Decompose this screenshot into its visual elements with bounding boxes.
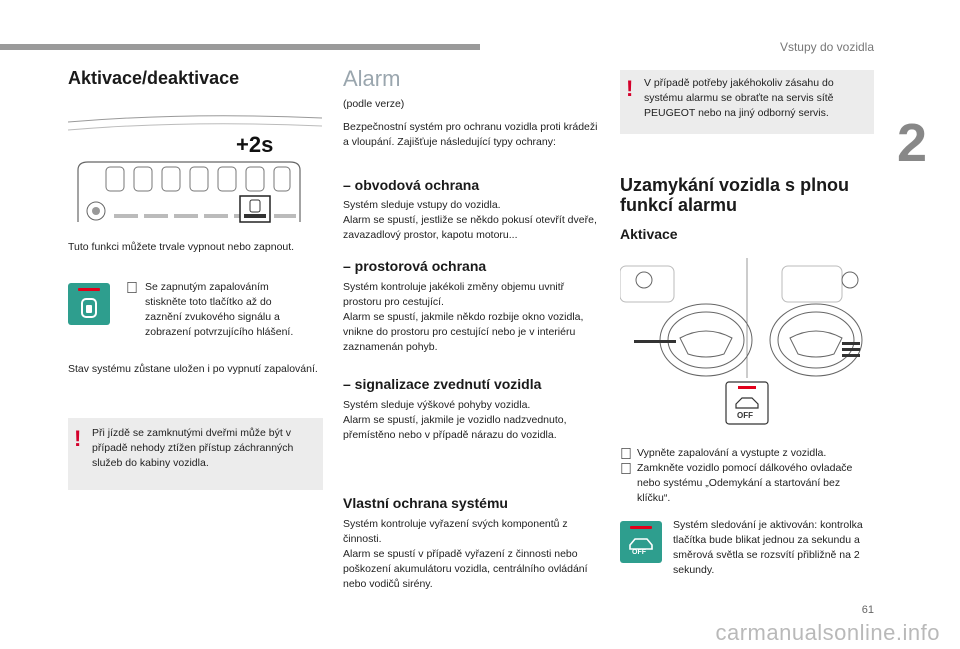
warning-box-left (68, 418, 323, 490)
self-protection-text (343, 517, 601, 592)
watermark: carmanualsonline.info (715, 620, 940, 645)
step-1 (637, 446, 867, 461)
heading-perimeter: – obvodová ochrana (343, 177, 480, 193)
subtitle-activation: Aktivace (620, 226, 678, 242)
heading-tilt: – signalizace zvednutí vozidla (343, 376, 542, 392)
page-number: 61 (861, 604, 874, 616)
section-title-activation: Aktivace/deaktivace (68, 68, 240, 88)
icon-off-label: OFF (632, 549, 646, 556)
status-paragraph: Systém sledování je aktivován: kontrolka tlačítka bude blikat jednou za sekundu a směrová světla se rozsvítí přibližně na 2 sekundy. (673, 519, 863, 576)
lock-icon (68, 283, 110, 325)
step-2 (637, 461, 867, 506)
volumetric-line-1: Systém kontroluje jakékoli změny objemu uvnitř prostoru pro cestující. (343, 281, 565, 308)
bullet-instruction (145, 280, 295, 340)
variant-note: (podle verze) (343, 98, 405, 110)
self-protection-line-1: Systém kontroluje vyřazení svých komponentů z činnosti. (343, 518, 568, 545)
button-panel-figure (68, 110, 322, 232)
bullet-glyph (126, 280, 134, 298)
warning-icon: ! (74, 426, 82, 451)
bullet-text: Se zapnutým zapalováním stiskněte toto tlačítko až do zaznění zvukového signálu a zobrazení potvrzujícího hlášení. (145, 281, 294, 338)
header-rule (0, 44, 480, 50)
heading-self-protection: Vlastní ochrana systému (343, 495, 508, 511)
warning-box-right (620, 70, 874, 134)
tilt-line-1: Systém sleduje výškové pohyby vozidla. (343, 399, 531, 411)
alarm-title: Alarm (343, 66, 401, 91)
warning-text: Při jízdě se zamknutými dveřmi může být v případě nehody ztížen přístup záchranných služeb do kabiny vozidla. (92, 427, 294, 469)
warning-icon: ! (626, 76, 634, 101)
step-2-text: Zamkněte vozidlo pomocí dálkového ovladače nebo systému „Odemykání a startování bez klíčku“. (637, 462, 853, 504)
alarm-button-icon (68, 283, 110, 325)
hold-duration-label: +2s (236, 132, 274, 157)
heading-volumetric: – prostorová ochrana (343, 258, 487, 274)
alarm-intro: Bezpečnostní systém pro ochranu vozidla proti krádeži a vloupání. Zajišťuje následující typy ochrany: (343, 121, 598, 148)
activation-figure (620, 258, 874, 438)
paragraph-after (68, 362, 318, 377)
perimeter-text (343, 198, 601, 243)
intro-text: Tuto funkci můžete trvale vypnout nebo zapnout. (68, 241, 295, 253)
dashboard-buttons-illustration (68, 110, 322, 232)
off-label: OFF (737, 411, 753, 420)
chapter-number: 2 (896, 113, 928, 173)
after-text: Stav systému zůstane uložen i po vypnutí zapalování. (68, 363, 318, 375)
car-alarm-icon (620, 521, 662, 563)
tilt-line-2: Alarm se spustí, jakmile je vozidlo nadzvednuto, přemístěno nebo v případě nárazu do vozidla. (343, 414, 567, 441)
alarm-off-icon (620, 521, 662, 563)
paragraph-intro (68, 240, 318, 255)
page-header-title: Vstupy do vozidla (779, 40, 874, 54)
perimeter-line-2: Alarm se spustí, jestliže se někdo pokusí otevřít dveře, zavazadlový prostor, kapotu motoru... (343, 214, 597, 241)
volumetric-text (343, 280, 601, 355)
step-1-text: Vypněte zapalování a vystupte z vozidla. (637, 447, 827, 459)
perimeter-line-1: Systém sleduje vstupy do vozidla. (343, 199, 501, 211)
section-title-locking: Uzamykání vozidla s plnou funkcí alarmu (620, 175, 850, 215)
volumetric-line-2: Alarm se spustí, jakmile někdo rozbije okno vozidla, vnikne do prostoru pro cestující nebo je v interiéru zaznamenán pohyb. (343, 311, 584, 353)
warning-text: V případě potřeby jakéhokoliv zásahu do systému alarmu se obraťte na servis sítě PEUGEOT nebo na jiný odborný servis. (644, 77, 834, 119)
self-protection-line-2: Alarm se spustí v případě vyřazení z činnosti nebo poškození akumulátoru vozidla, centrálního ovládání nebo vodičů sirény. (343, 548, 588, 590)
tilt-text (343, 398, 601, 443)
bullet-glyph (620, 461, 628, 479)
status-text (673, 518, 869, 578)
